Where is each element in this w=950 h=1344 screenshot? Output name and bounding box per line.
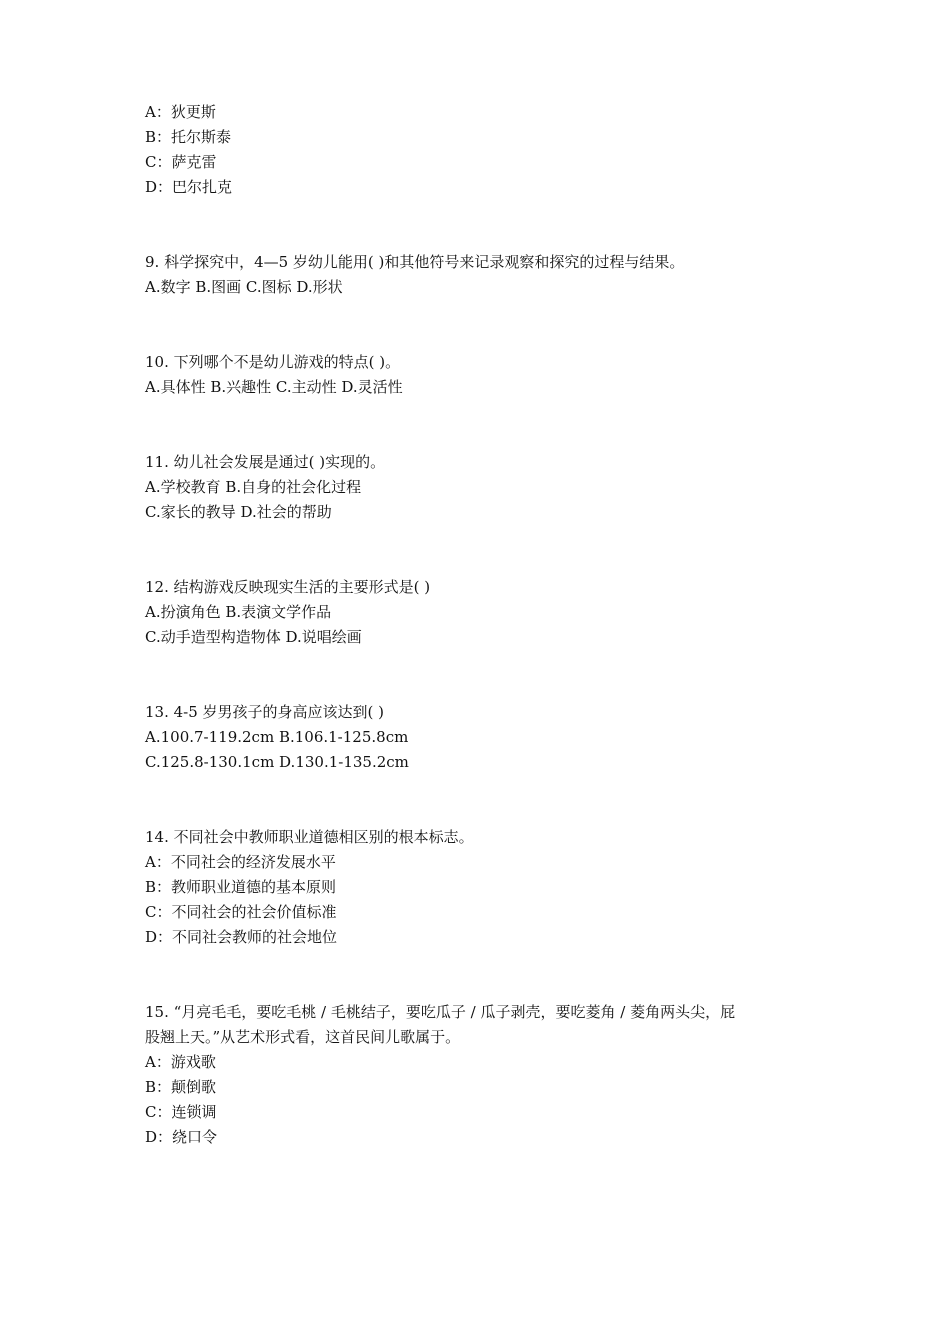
option-line: B：托尔斯泰 [145,128,232,146]
option-line: A.数字 B.图画 C.图标 D.形状 [145,278,343,296]
question-10 [145,350,825,400]
question-stem: 13. 4-5 岁男孩子的身高应该达到( ) [145,703,385,721]
option-line: A.扮演角色 B.表演文学作品 [145,603,332,621]
question-9 [145,250,825,300]
option-line: D：巴尔扎克 [145,178,233,196]
previous-question-options [145,100,825,200]
question-12 [145,575,825,650]
question-stem: 14. 不同社会中教师职业道德相区别的根本标志。 [145,828,474,846]
option-line: D：绕口令 [145,1128,218,1146]
option-line: A：游戏歌 [145,1053,216,1071]
option-line: C：不同社会的社会价值标准 [145,903,337,921]
option-line: C.家长的教导 D.社会的帮助 [145,503,332,521]
option-line: A.100.7-119.2cm B.106.1-125.8cm [145,728,409,746]
question-stem-continued: 股翘上天。”从艺术形式看，这首民间儿歌属于。 [145,1028,461,1046]
question-stem: 11. 幼儿社会发展是通过( )实现的。 [145,453,386,471]
option-line: C.动手造型构造物体 D.说唱绘画 [145,628,362,646]
option-line: A.具体性 B.兴趣性 C.主动性 D.灵活性 [145,378,403,396]
question-14 [145,825,825,950]
option-line: A：狄更斯 [145,103,216,121]
option-line: B：颠倒歌 [145,1078,217,1096]
question-13 [145,700,825,775]
option-line: C：萨克雷 [145,153,217,171]
option-line: C：连锁调 [145,1103,217,1121]
option-line: A.学校教育 B.自身的社会化过程 [145,478,362,496]
option-line: B：教师职业道德的基本原则 [145,878,337,896]
question-15 [145,1000,825,1150]
question-stem: 10. 下列哪个不是幼儿游戏的特点( )。 [145,353,401,371]
page-content [145,100,825,1150]
option-line: D：不同社会教师的社会地位 [145,928,338,946]
question-stem: 15. “月亮毛毛，要吃毛桃 / 毛桃结子，要吃瓜子 / 瓜子剥壳，要吃菱角 / 菱角两头尖，屁 [145,1003,736,1021]
question-stem: 12. 结构游戏反映现实生活的主要形式是( ) [145,578,431,596]
question-stem: 9. 科学探究中，4—5 岁幼儿能用( )和其他符号来记录观察和探究的过程与结果。 [145,253,685,271]
option-line: A：不同社会的经济发展水平 [145,853,336,871]
question-11 [145,450,825,525]
option-line: C.125.8-130.1cm D.130.1-135.2cm [145,753,409,771]
